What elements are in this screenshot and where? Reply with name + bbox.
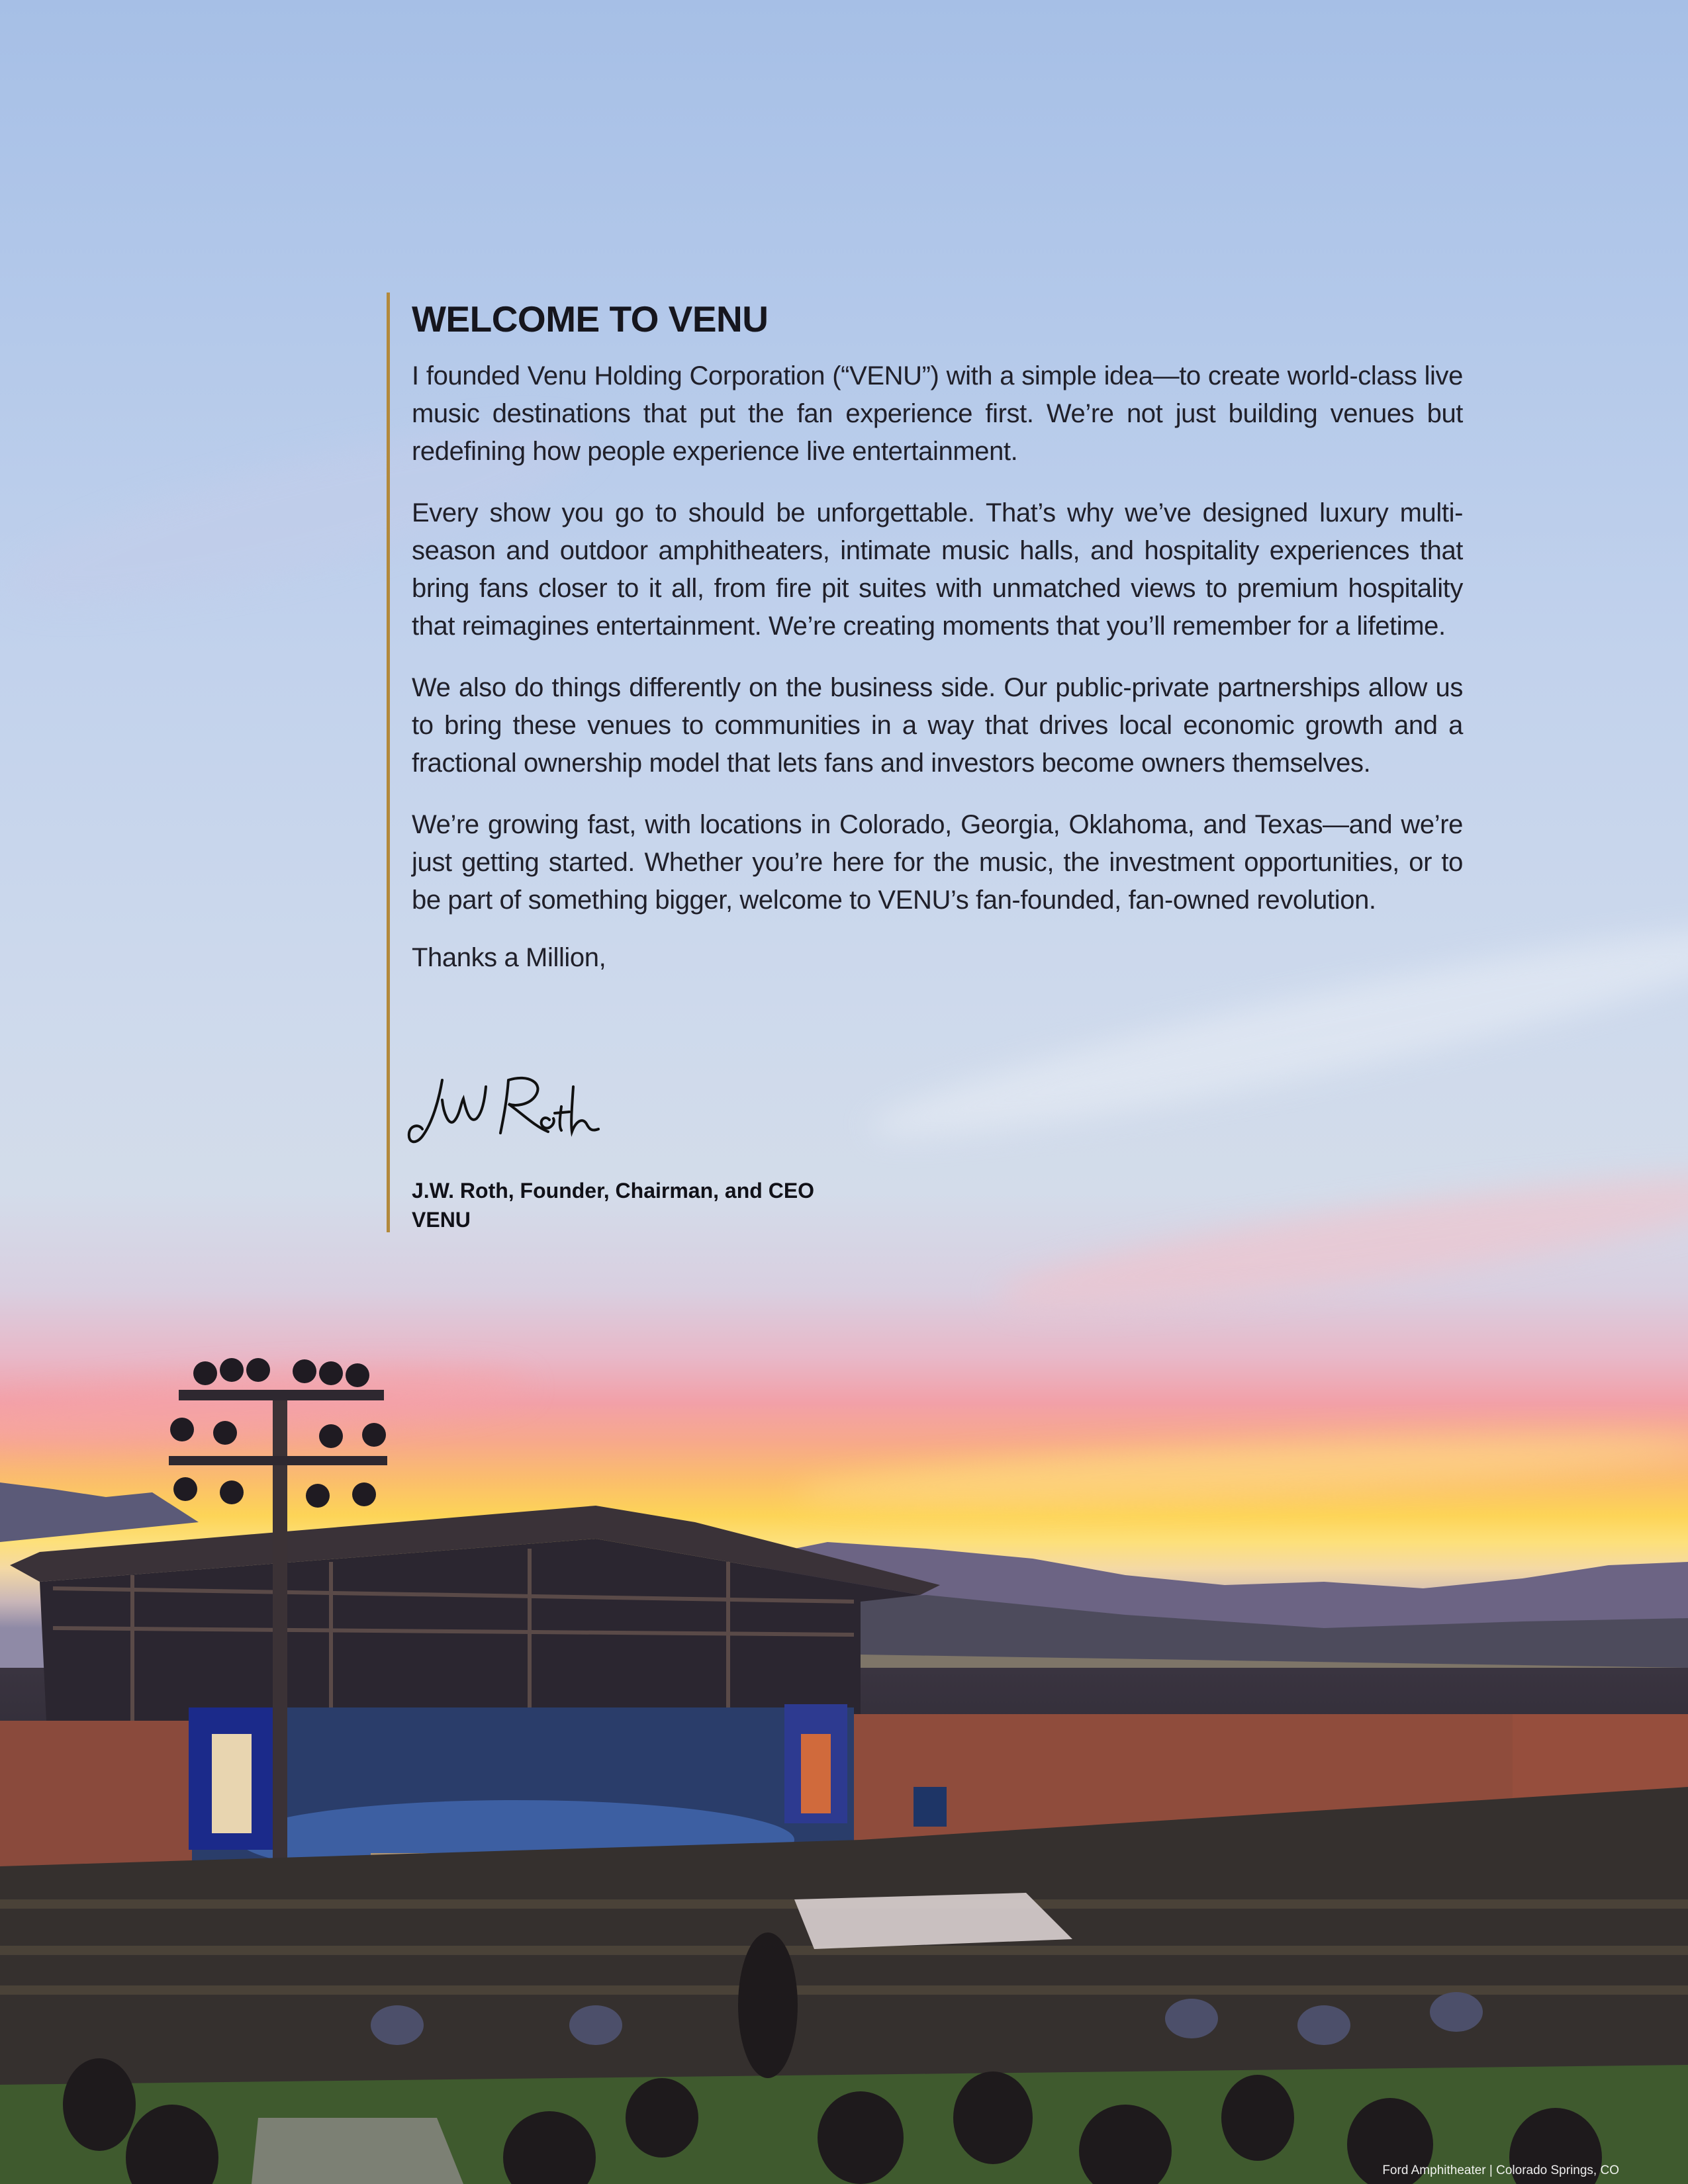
built-tough-banner — [914, 1787, 947, 1827]
signer-organization: VENU — [412, 1208, 471, 1232]
letter-closing: Thanks a Million, — [412, 943, 606, 972]
letter-content — [412, 293, 1463, 1232]
signer-title: J.W. Roth, Founder, Chairman, and CEO — [412, 1179, 815, 1203]
welcome-letter — [387, 293, 1466, 1232]
letter-paragraph-2: Every show you go to should be unforgettable. That’s why we’ve designed luxury multi-season and outdoor amphitheaters, intimate music halls, and hospitality experiences that bring fans closer to it all, from fire pit suites with unmatched views to premium hospitality that reimagines entertainment. We’re creating moments that you’ll remember for a lifetime. — [412, 498, 1463, 641]
letter-paragraph-3: We also do things differently on the business side. Our public-private partnerships allow us to bring these venues to communities in a way that drives local economic growth and a fractional ownership model that lets fans and investors become owners themselves. — [412, 673, 1463, 778]
photo-caption: Ford Amphitheater | Colorado Springs, CO — [1382, 2163, 1619, 2177]
letter-paragraph-4: We’re growing fast, with locations in Colorado, Georgia, Oklahoma, and Texas—and we’re just getting started. Whether you’re here for the music, the investment opportunities, or to be part of something bigger, welcome to VENU’s fan-founded, fan-owned revolution. — [412, 810, 1463, 915]
handwritten-signature — [402, 1060, 621, 1160]
letter-paragraph-1: I founded Venu Holding Corporation (“VENU”) with a simple idea—to create world-class live music destinations that put the fan experience first. We’re not just building venues but redefining how people experience live entertainment. — [412, 361, 1463, 466]
letter-heading: WELCOME TO VENU — [412, 298, 769, 340]
